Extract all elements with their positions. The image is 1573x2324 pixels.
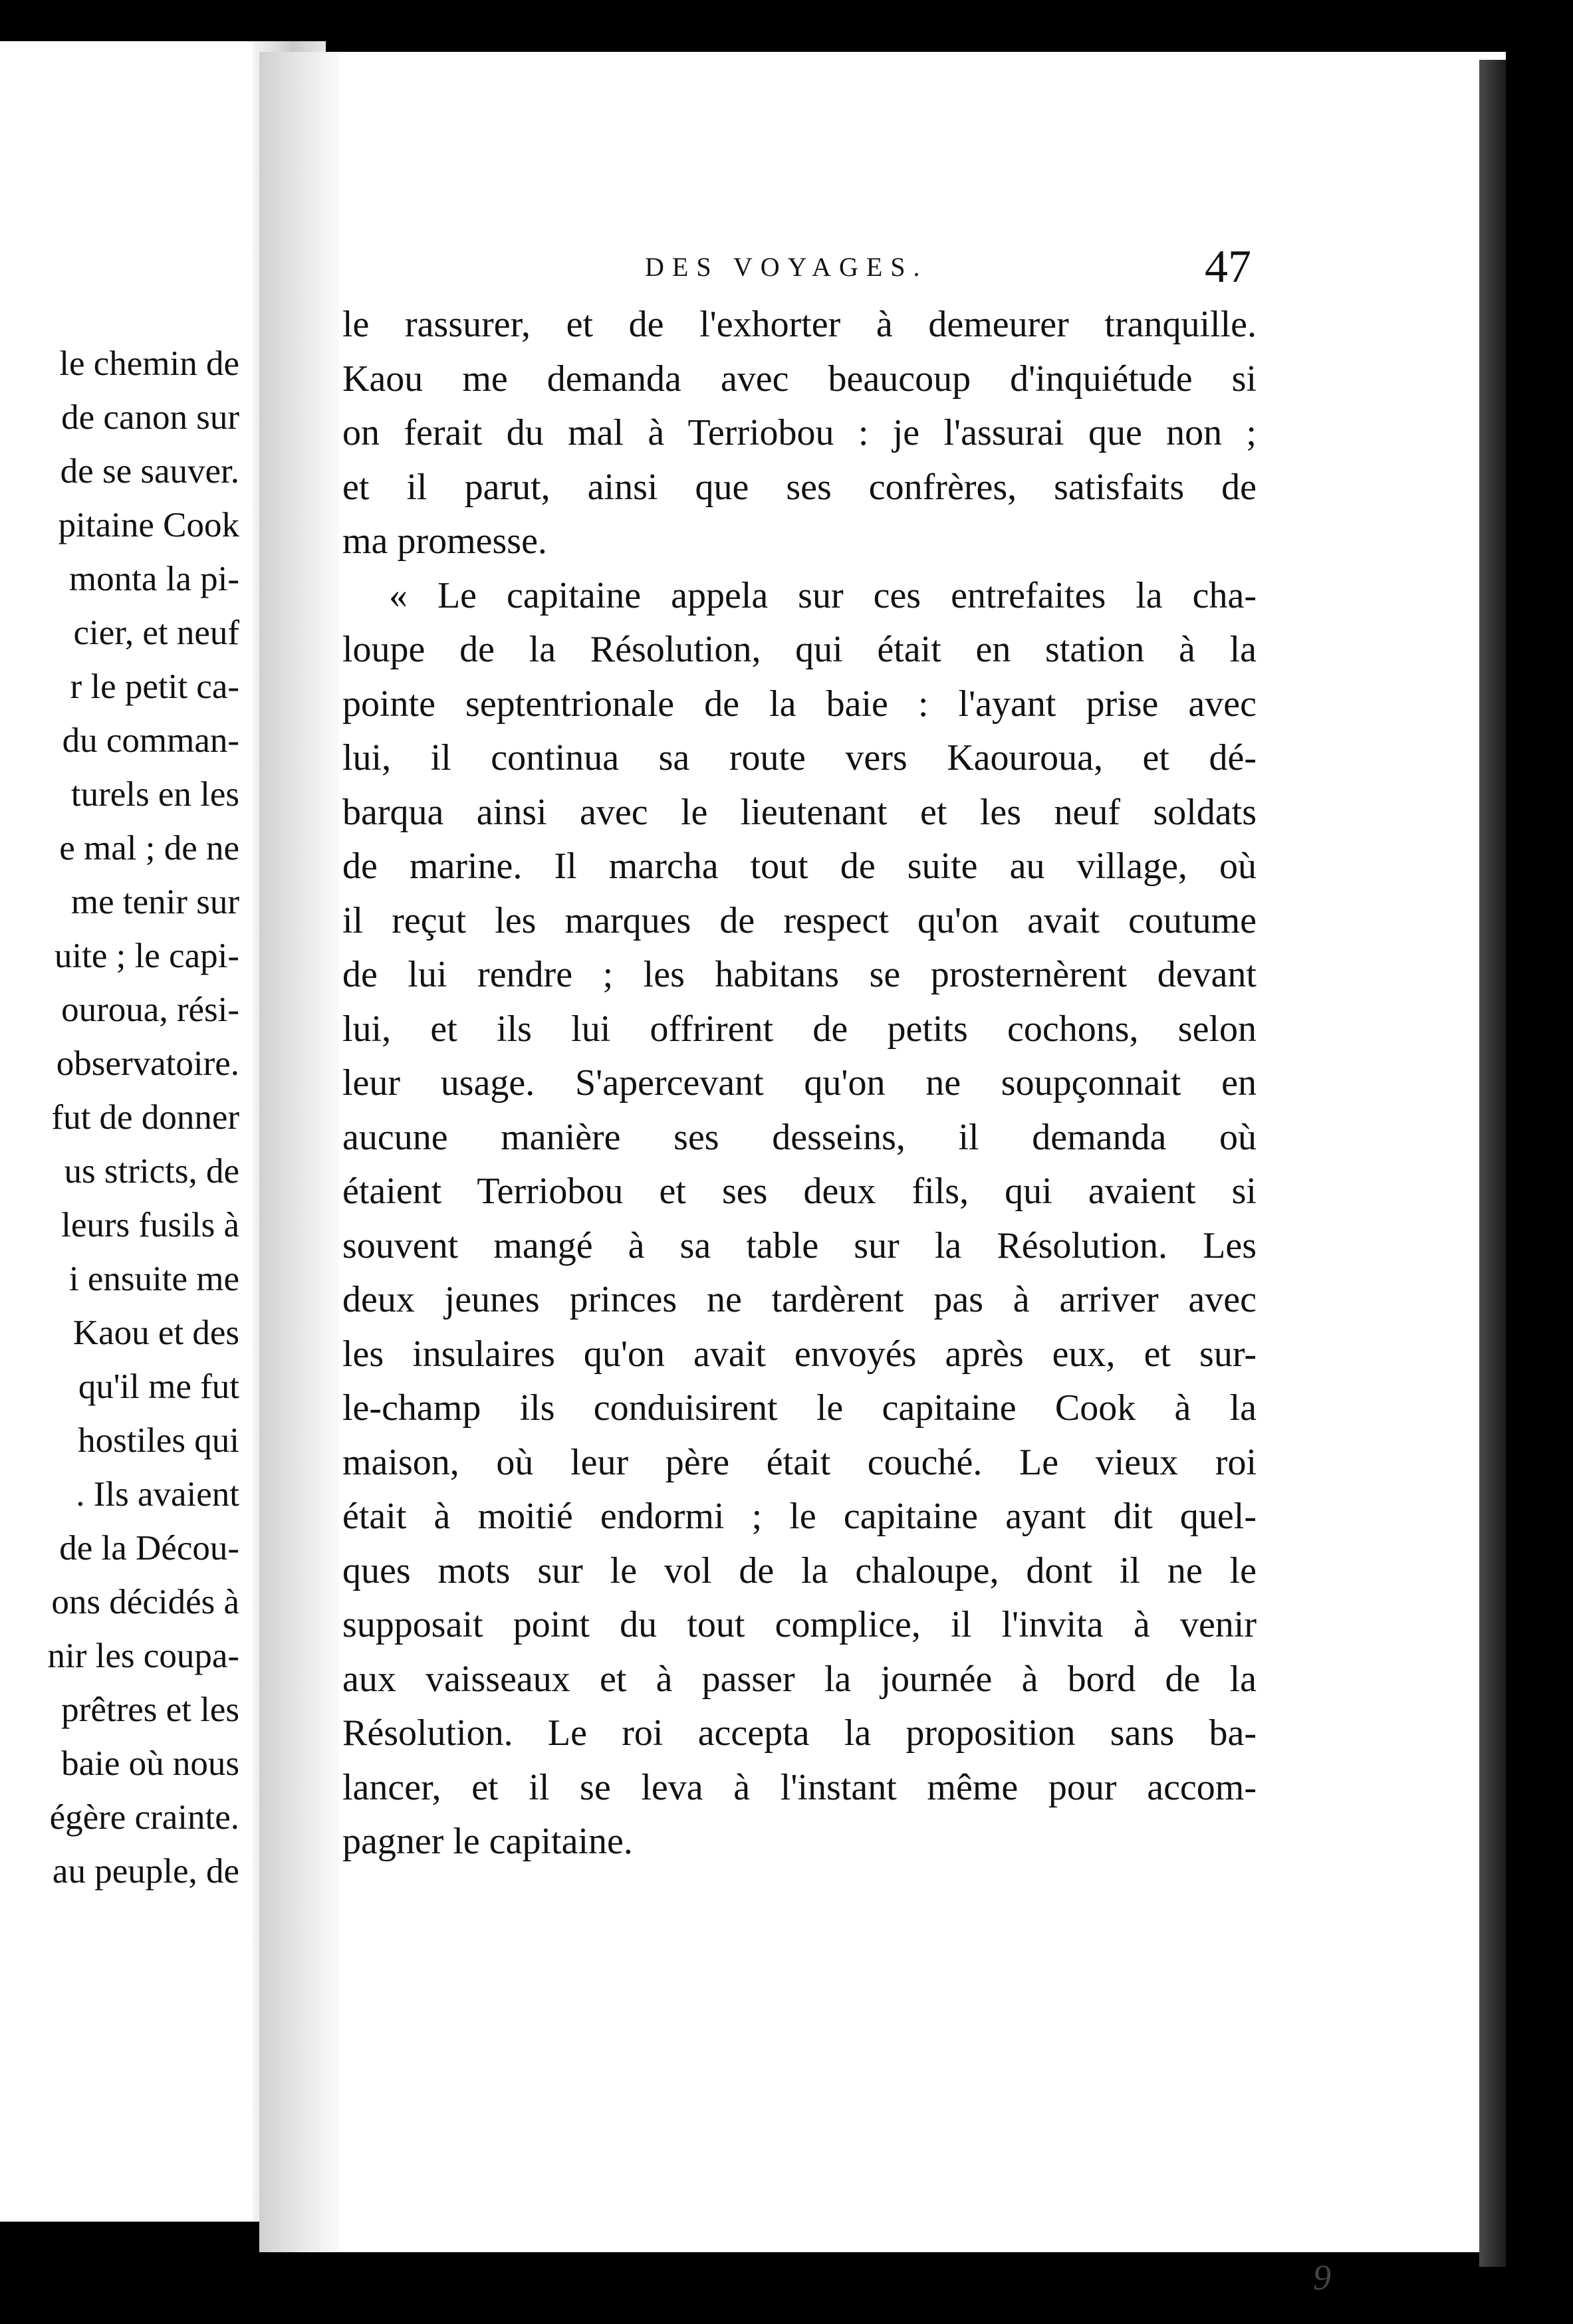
body-line: étaient Terriobou et ses deux fils, qui avaient si (342, 1171, 1257, 1212)
body-line: de marine. Il marcha tout de suite au village, où (342, 846, 1257, 887)
body-line: était à moitié endormi ; le capitaine ayant dit quel- (342, 1496, 1257, 1537)
previous-page-line: nir les coupa- (47, 1637, 239, 1675)
previous-page-line: prêtres et les (61, 1690, 239, 1729)
body-line: ma promesse. (342, 521, 547, 562)
body-line: le-champ ils conduisirent le capitaine Cook à la (342, 1387, 1257, 1429)
previous-page-line: turels en les (70, 775, 239, 814)
body-line: Résolution. Le roi accepta la proposition sans ba- (342, 1712, 1257, 1754)
pencil-mark: 9 (1313, 2258, 1331, 2297)
body-line: les insulaires qu'on avait envoyés après eux, et sur- (342, 1333, 1257, 1375)
previous-page-line: hostiles qui (78, 1421, 239, 1460)
previous-page-line: de se sauver. (60, 452, 239, 491)
body-line: il reçut les marques de respect qu'on avait coutume (342, 899, 1257, 941)
previous-page-line: r le petit ca- (70, 667, 239, 706)
previous-page-line: de canon sur (61, 398, 239, 437)
page-body-text (342, 298, 1257, 1869)
body-line: loupe de la Résolution, qui était en station à la (342, 629, 1257, 670)
previous-page-line: baie où nous (61, 1744, 239, 1783)
previous-page-line: e mal ; de ne (59, 829, 239, 868)
body-line: de lui rendre ; les habitans se prosternèrent devant (342, 954, 1257, 995)
previous-page-line: . Ils avaient (76, 1475, 239, 1514)
body-line: supposait point du tout complice, il l'invita à venir (342, 1604, 1257, 1645)
previous-page-line: uite ; le capi- (54, 937, 239, 975)
body-line: « Le capitaine appela sur ces entrefaites la cha- (389, 574, 1257, 616)
body-line: pointe septentrionale de la baie : l'ayant prise avec (342, 683, 1257, 725)
previous-page-line: leurs fusils à (61, 1206, 239, 1244)
previous-page-line: monta la pi- (68, 560, 239, 598)
body-line: barqua ainsi avec le lieutenant et les neuf soldats (342, 791, 1257, 833)
body-line: aucune manière ses desseins, il demanda où (342, 1116, 1257, 1158)
body-line: lancer, et il se leva à l'instant même pour accom- (342, 1766, 1257, 1808)
previous-page-line: égère crainte. (49, 1798, 239, 1837)
previous-page-line: pitaine Cook (58, 506, 239, 544)
previous-page-line: ons décidés à (51, 1583, 239, 1621)
gutter-shade (259, 52, 339, 2252)
body-line: pagner le capitaine. (342, 1821, 633, 1862)
previous-page-line: me tenir sur (70, 883, 239, 921)
previous-page-line: us stricts, de (64, 1152, 239, 1191)
previous-page-line: fut de donner (51, 1098, 239, 1137)
previous-page-line: ouroua, rési- (61, 990, 239, 1029)
previous-page (0, 41, 279, 2222)
previous-page-line: au peuple, de (52, 1852, 239, 1891)
body-line: lui, il continua sa route vers Kaouroua, et dé- (342, 737, 1257, 778)
body-line: leur usage. S'apercevant qu'on ne soupçonnait en (342, 1062, 1257, 1104)
previous-page-line: qu'il me fut (78, 1367, 239, 1406)
previous-page-line: de la Décou- (59, 1529, 239, 1568)
previous-page-line: Kaou et des (72, 1314, 239, 1352)
previous-page-line: observatoire. (56, 1044, 239, 1083)
body-line: souvent mangé à sa table sur la Résolution. Les (342, 1224, 1257, 1266)
running-head: DES VOYAGES. (645, 252, 928, 282)
body-line: lui, et ils lui offrirent de petits cochons, selon (342, 1008, 1257, 1050)
page-edge (1479, 60, 1506, 2267)
previous-page-line: le chemin de (59, 344, 239, 383)
body-line: on ferait du mal à Terriobou : je l'assurai que non ; (342, 412, 1257, 453)
body-line: et il parut, ainsi que ses confrères, satisfaits de (342, 466, 1257, 508)
body-line: Kaou me demanda avec beaucoup d'inquiétude si (342, 358, 1257, 400)
previous-page-line: cier, et neuf (73, 614, 239, 652)
previous-page-line: i ensuite me (68, 1260, 239, 1298)
previous-page-text (0, 337, 253, 1899)
body-line: deux jeunes princes ne tardèrent pas à arriver avec (342, 1279, 1257, 1320)
body-line: ques mots sur le vol de la chaloupe, dont il ne le (342, 1550, 1257, 1591)
body-line: maison, où leur père était couché. Le vieux roi (342, 1441, 1257, 1483)
previous-page-line: du comman- (62, 721, 239, 760)
body-line: le rassurer, et de l'exhorter à demeurer tranquille. (342, 304, 1257, 345)
body-line: aux vaisseaux et à passer la journée à bord de la (342, 1658, 1257, 1700)
page-number: 47 (1205, 241, 1251, 292)
